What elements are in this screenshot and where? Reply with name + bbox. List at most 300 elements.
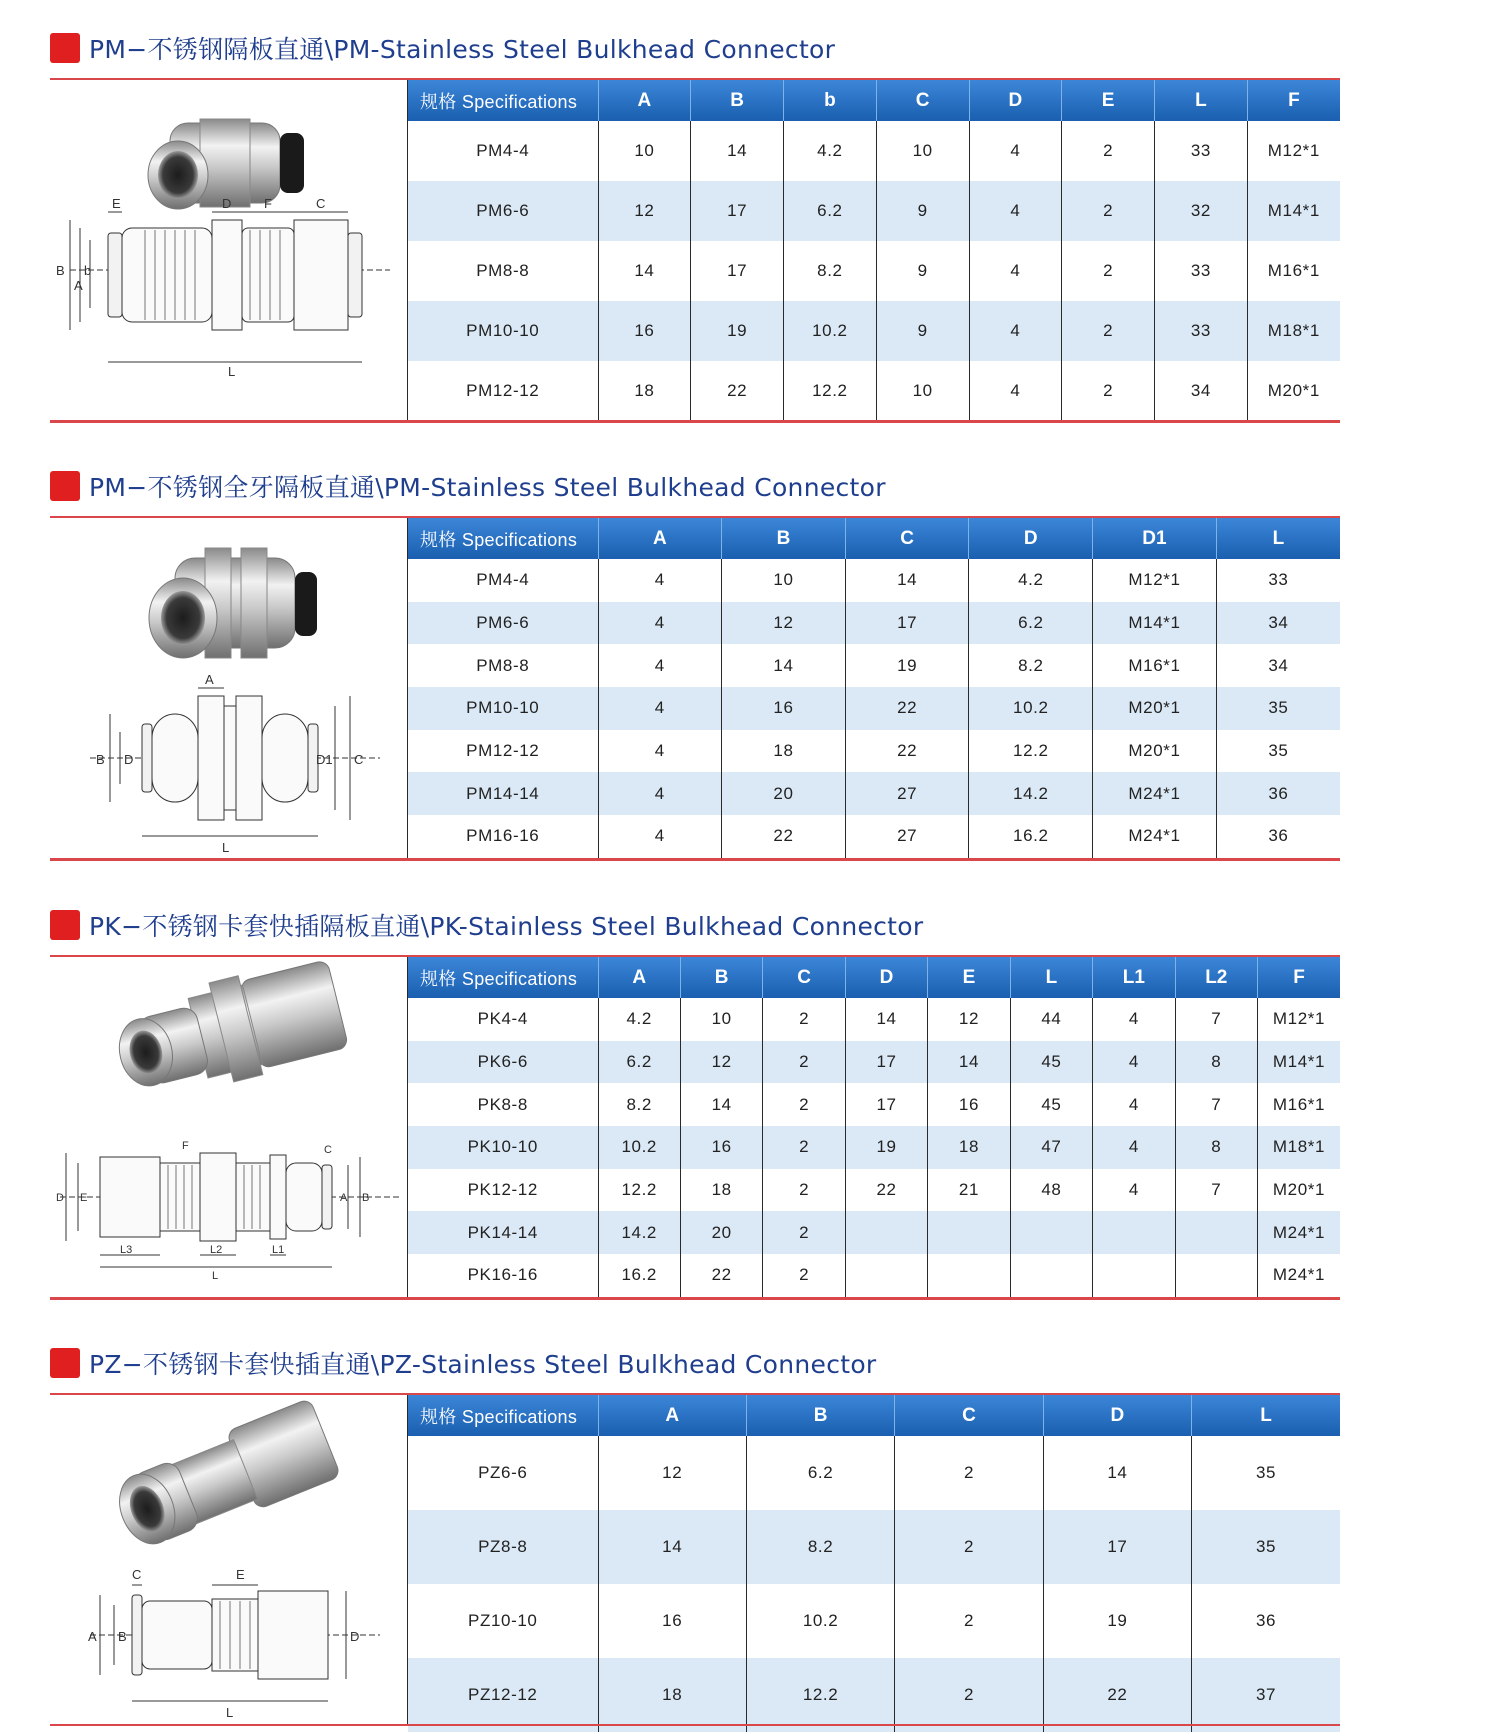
header-cell: C [763, 957, 845, 998]
spec-value-cell: 12.2 [598, 1169, 680, 1212]
technical-drawing [90, 1585, 380, 1701]
spec-value-cell: 10 [722, 559, 846, 602]
drawing-label: L [228, 364, 236, 379]
header-cell: A [598, 518, 722, 559]
spec-value-cell [1175, 1211, 1257, 1254]
spec-value-cell: 22 [691, 361, 784, 421]
spec-value-cell: 2 [1062, 241, 1155, 301]
header-cell: A [598, 957, 680, 998]
header-cell: D1 [1093, 518, 1217, 559]
drawing-label: L [212, 1270, 219, 1282]
spec-value-cell: 6.2 [598, 1041, 680, 1084]
spec-model-cell: PM16-16 [466, 826, 540, 846]
spec-table [408, 1395, 1340, 1732]
spec-value-cell: 4 [598, 559, 722, 602]
spec-value-cell: 36 [1216, 772, 1340, 815]
header-cell: D [969, 518, 1093, 559]
table-row [408, 181, 1340, 241]
spec-value-cell: 14 [1043, 1436, 1191, 1510]
spec-value-cell: 4.2 [969, 559, 1093, 602]
spec-value-cell: 4 [1093, 1041, 1175, 1084]
spec-value-cell: 37 [1192, 1658, 1340, 1732]
spec-value-cell: M24*1 [1093, 772, 1217, 815]
spec-value-cell: 7 [1175, 998, 1257, 1041]
header-cell: 规格 Specifications [408, 80, 598, 121]
table-row [408, 687, 1340, 730]
table-row [408, 1658, 1340, 1732]
table-body [408, 998, 1340, 1297]
spec-value-cell: 45 [1010, 1083, 1092, 1126]
product-image-area [50, 1395, 407, 1725]
header-cell: 规格 Specifications [408, 957, 598, 998]
spec-value-cell: 17 [691, 241, 784, 301]
drawing-label: F [182, 1140, 189, 1152]
spec-value-cell: 16 [928, 1083, 1010, 1126]
spec-value-cell: 4 [598, 730, 722, 773]
spec-value-cell: 14 [928, 1041, 1010, 1084]
technical-drawing [70, 212, 390, 362]
section-title: PM−不锈钢全牙隔板直通\PM-Stainless Steel Bulkhead Connector [89, 473, 886, 502]
header-cell: L [1155, 80, 1248, 121]
drawing-label: C [354, 752, 364, 767]
spec-value-cell: 19 [691, 301, 784, 361]
spec-value-cell: M14*1 [1258, 1041, 1341, 1084]
section-title: PZ−不锈钢卡套快插直通\PZ-Stainless Steel Bulkhead Connector [89, 1350, 877, 1379]
bottom-rule [50, 1297, 1340, 1300]
spec-table [408, 80, 1340, 421]
spec-value-cell: 33 [1155, 121, 1248, 181]
spec-value-cell: 10.2 [598, 1126, 680, 1169]
spec-value-cell: 8.2 [784, 241, 877, 301]
spec-value-cell [845, 1254, 927, 1297]
drawing-label: C [324, 1144, 332, 1156]
spec-model-cell: PM10-10 [408, 687, 598, 730]
spec-value-cell: 10 [876, 121, 969, 181]
spec-value-cell: 2 [1062, 181, 1155, 241]
header-cell: A [598, 80, 691, 121]
spec-value-cell: 9 [876, 241, 969, 301]
spec-value-cell: 9 [876, 181, 969, 241]
spec-value-cell: 14.2 [598, 1211, 680, 1254]
drawing-label: L [222, 840, 230, 855]
spec-table [408, 957, 1340, 1297]
spec-value-cell: 36 [1216, 815, 1340, 858]
spec-value-cell: 20 [680, 1211, 762, 1254]
spec-value-cell: 12.2 [969, 730, 1093, 773]
section-pz-connector [50, 1343, 1340, 1726]
spec-model-cell: PZ12-12 [408, 1658, 598, 1732]
spec-value-cell: M20*1 [1258, 1169, 1341, 1212]
drawing-label: L1 [272, 1244, 285, 1256]
spec-value-cell: 4 [598, 687, 722, 730]
product-photo [50, 957, 407, 1297]
drawing-label: E [80, 1192, 88, 1204]
header-cell: D [1043, 1395, 1191, 1436]
spec-model-cell: PM12-12 [466, 741, 540, 761]
technical-drawing [90, 688, 380, 836]
spec-value-cell: 2 [763, 1126, 845, 1169]
table-body [408, 559, 1340, 858]
section-title: PM−不锈钢隔板直通\PM-Stainless Steel Bulkhead Connector [89, 35, 836, 64]
spec-model-cell: PM10-10 [408, 301, 598, 361]
table-row [408, 1211, 1340, 1254]
spec-value-cell: 18 [598, 1658, 746, 1732]
spec-value-cell: 8.2 [598, 1083, 680, 1126]
spec-value-cell [1093, 1211, 1175, 1254]
header-cell: C [895, 1395, 1043, 1436]
spec-value-cell: 27 [845, 815, 969, 858]
spec-value-cell: 4.2 [598, 998, 680, 1041]
spec-value-cell: 14 [845, 559, 969, 602]
spec-value-cell: 14 [691, 121, 784, 181]
spec-value-cell: M20*1 [1093, 730, 1217, 773]
spec-value-cell: M24*1 [1093, 815, 1217, 858]
spec-value-cell: 2 [895, 1658, 1043, 1732]
spec-value-cell: 2 [895, 1510, 1043, 1584]
spec-model-cell: PM4-4 [476, 570, 530, 590]
drawing-label: D [56, 1192, 64, 1204]
drawing-label: E [236, 1567, 245, 1582]
section-pm-full-thread-bulkhead [50, 466, 1340, 860]
drawing-label: B [96, 752, 105, 767]
header-cell: E [1062, 80, 1155, 121]
table-row [408, 241, 1340, 301]
spec-value-cell: 7 [1175, 1083, 1257, 1126]
spec-value-cell: 9 [876, 301, 969, 361]
spec-model-cell: PM14-14 [408, 772, 598, 815]
spec-value-cell: 16 [598, 301, 691, 361]
drawing-label: B [118, 1629, 127, 1644]
spec-value-cell: M20*1 [1093, 687, 1217, 730]
spec-value-cell: 2 [763, 1169, 845, 1212]
spec-value-cell: 22 [845, 730, 969, 773]
spec-value-cell: 4 [598, 772, 722, 815]
spec-value-cell: 17 [845, 1041, 927, 1084]
table-body [408, 1436, 1340, 1732]
table-body [408, 121, 1340, 421]
table-row [408, 602, 1340, 645]
spec-value-cell: 35 [1216, 687, 1340, 730]
spec-model-cell: PM6-6 [408, 602, 598, 645]
drawing-label: L [226, 1705, 234, 1720]
table-row [408, 998, 1340, 1041]
spec-value-cell: 48 [1010, 1169, 1092, 1212]
spec-value-cell: 6.2 [784, 181, 877, 241]
spec-model-cell: PM4-4 [476, 141, 530, 160]
spec-value-cell: 35 [1192, 1436, 1340, 1510]
header-cell: L [1192, 1395, 1340, 1436]
spec-value-cell: 33 [1155, 241, 1248, 301]
spec-value-cell: 34 [1155, 361, 1248, 421]
spec-value-cell [845, 1211, 927, 1254]
spec-value-cell: M12*1 [1093, 559, 1217, 602]
section-pm-bulkhead [50, 28, 1340, 422]
section-title-row [50, 1343, 877, 1383]
spec-value-cell: 2 [1062, 361, 1155, 421]
spec-value-cell: 14.2 [969, 772, 1093, 815]
spec-value-cell: 10 [680, 998, 762, 1041]
drawing-label: C [316, 196, 326, 211]
product-image-area [50, 80, 407, 420]
title-marker [50, 1348, 80, 1378]
spec-value-cell: 12 [680, 1041, 762, 1084]
spec-value-cell: 18 [722, 730, 846, 773]
header-cell: L [1216, 518, 1340, 559]
spec-value-cell: M14*1 [1247, 181, 1340, 241]
spec-value-cell: 14 [722, 644, 846, 687]
section-title-row [50, 466, 886, 506]
header-cell: 规格 Specifications [408, 518, 598, 559]
spec-value-cell [1010, 1211, 1092, 1254]
spec-value-cell: 8.2 [969, 644, 1093, 687]
spec-value-cell: 12 [598, 1436, 746, 1510]
drawing-label: A [340, 1192, 348, 1204]
spec-model-cell: PK8-8 [477, 1094, 528, 1114]
drawing-label: B [362, 1192, 370, 1204]
spec-model-cell: PK14-14 [408, 1211, 598, 1254]
spec-value-cell: 18 [680, 1169, 762, 1212]
spec-model-cell: PM8-8 [476, 655, 530, 675]
spec-value-cell: M16*1 [1093, 644, 1217, 687]
spec-value-cell: 47 [1010, 1126, 1092, 1169]
spec-value-cell: 10.2 [969, 687, 1093, 730]
header-cell: C [876, 80, 969, 121]
spec-value-cell: 19 [845, 1126, 927, 1169]
technical-drawing [60, 1153, 400, 1267]
spec-model-cell: PK16-16 [467, 1265, 538, 1285]
title-marker [50, 33, 80, 63]
bottom-rule [50, 420, 1340, 423]
header-cell: C [845, 518, 969, 559]
header-cell: B [691, 80, 784, 121]
spec-value-cell: 16 [722, 687, 846, 730]
spec-value-cell: 14 [598, 1510, 746, 1584]
drawing-label: A [74, 278, 83, 293]
spec-value-cell: 44 [1010, 998, 1092, 1041]
product-image-area [50, 957, 407, 1297]
table-row [408, 644, 1340, 687]
spec-value-cell: 4 [1093, 1083, 1175, 1126]
spec-value-cell: 8.2 [746, 1510, 894, 1584]
spec-value-cell: 14 [845, 998, 927, 1041]
spec-value-cell: 8 [1175, 1126, 1257, 1169]
drawing-label: D [350, 1629, 360, 1644]
spec-value-cell: 22 [845, 1169, 927, 1212]
drawing-label: B [56, 263, 65, 278]
header-cell: b [784, 80, 877, 121]
spec-value-cell: 10.2 [784, 301, 877, 361]
drawing-label: D [222, 196, 232, 211]
table-row [408, 1436, 1340, 1510]
spec-value-cell: M12*1 [1247, 121, 1340, 181]
spec-value-cell: M16*1 [1247, 241, 1340, 301]
spec-value-cell: M14*1 [1093, 602, 1217, 645]
spec-value-cell: 12.2 [746, 1658, 894, 1732]
drawing-label: A [88, 1629, 97, 1644]
spec-value-cell: 22 [1043, 1658, 1191, 1732]
spec-value-cell: 32 [1155, 181, 1248, 241]
product-photo [50, 80, 407, 420]
header-cell: D [845, 957, 927, 998]
spec-value-cell [928, 1254, 1010, 1297]
spec-value-cell: 6.2 [746, 1436, 894, 1510]
spec-value-cell: 4 [1093, 1126, 1175, 1169]
spec-value-cell [1175, 1254, 1257, 1297]
spec-value-cell: 19 [1043, 1584, 1191, 1658]
spec-value-cell: 4.2 [784, 121, 877, 181]
table-row [408, 1584, 1340, 1658]
spec-model-cell: PK6-6 [408, 1041, 598, 1084]
spec-value-cell: 8 [1175, 1041, 1257, 1084]
spec-value-cell: 16 [598, 1584, 746, 1658]
header-cell: L [1010, 957, 1092, 998]
table-row [408, 1126, 1340, 1169]
table-row [408, 1169, 1340, 1212]
spec-value-cell: 45 [1010, 1041, 1092, 1084]
spec-value-cell: 4 [1093, 1169, 1175, 1212]
spec-value-cell: 14 [598, 241, 691, 301]
header-cell: D [969, 80, 1062, 121]
spec-value-cell: 2 [1062, 301, 1155, 361]
header-cell: L1 [1093, 957, 1175, 998]
spec-model-cell: PM12-12 [466, 381, 540, 400]
drawing-label: D1 [316, 752, 333, 767]
table-row [408, 815, 1340, 858]
spec-value-cell: 14 [680, 1083, 762, 1126]
table-row [408, 121, 1340, 181]
spec-value-cell: 2 [763, 1041, 845, 1084]
spec-value-cell [1093, 1254, 1175, 1297]
spec-value-cell [928, 1211, 1010, 1254]
spec-model-cell: PM8-8 [476, 261, 530, 280]
spec-value-cell: 2 [763, 998, 845, 1041]
spec-value-cell: M20*1 [1247, 361, 1340, 421]
title-marker [50, 471, 80, 501]
header-cell: B [746, 1395, 894, 1436]
spec-model-cell: PK4-4 [477, 1009, 528, 1029]
spec-model-cell: PZ10-10 [468, 1611, 538, 1630]
spec-model-cell: PK12-12 [467, 1180, 538, 1200]
drawing-label: L2 [210, 1244, 223, 1256]
spec-value-cell: 2 [895, 1436, 1043, 1510]
spec-value-cell: 2 [763, 1083, 845, 1126]
spec-value-cell: M24*1 [1258, 1254, 1341, 1297]
header-cell: F [1247, 80, 1340, 121]
spec-value-cell: 33 [1155, 301, 1248, 361]
spec-value-cell: 2 [895, 1584, 1043, 1658]
table-row [408, 361, 1340, 421]
spec-value-cell: 17 [845, 602, 969, 645]
spec-value-cell: 10 [598, 121, 691, 181]
spec-model-cell: PM6-6 [408, 181, 598, 241]
section-pk-bulkhead [50, 905, 1340, 1299]
spec-value-cell: 22 [845, 687, 969, 730]
header-cell: B [680, 957, 762, 998]
spec-value-cell: 20 [722, 772, 846, 815]
bottom-rule [50, 858, 1340, 861]
spec-value-cell: 4 [598, 602, 722, 645]
title-marker [50, 910, 80, 940]
spec-value-cell: 2 [763, 1254, 845, 1297]
table-row [408, 559, 1340, 602]
product-photo [50, 518, 407, 858]
spec-model-cell: PK10-10 [408, 1126, 598, 1169]
spec-value-cell: 16.2 [969, 815, 1093, 858]
drawing-label: D [124, 752, 134, 767]
drawing-label: C [132, 1567, 142, 1582]
spec-value-cell: 2 [763, 1211, 845, 1254]
spec-value-cell: 18 [598, 361, 691, 421]
spec-value-cell: M18*1 [1258, 1126, 1341, 1169]
spec-value-cell: 27 [845, 772, 969, 815]
spec-value-cell: 34 [1216, 602, 1340, 645]
spec-value-cell: M16*1 [1258, 1083, 1341, 1126]
spec-value-cell: 16 [680, 1126, 762, 1169]
product-photo [50, 1395, 407, 1725]
spec-value-cell: M18*1 [1247, 301, 1340, 361]
spec-value-cell: 35 [1216, 730, 1340, 773]
drawing-label: L3 [120, 1244, 133, 1256]
table-row [408, 730, 1340, 773]
spec-value-cell: 12 [928, 998, 1010, 1041]
spec-value-cell: 6.2 [969, 602, 1093, 645]
spec-value-cell: 4 [969, 121, 1062, 181]
spec-value-cell: 35 [1192, 1510, 1340, 1584]
spec-value-cell: 17 [1043, 1510, 1191, 1584]
spec-value-cell: 16.2 [598, 1254, 680, 1297]
table-row [408, 1510, 1340, 1584]
spec-value-cell: 4 [969, 181, 1062, 241]
spec-value-cell: 4 [598, 815, 722, 858]
spec-value-cell: 22 [722, 815, 846, 858]
product-image-area [50, 518, 407, 858]
table-row [408, 301, 1340, 361]
spec-value-cell: 17 [845, 1083, 927, 1126]
spec-value-cell: 2 [1062, 121, 1155, 181]
drawing-label: F [264, 196, 272, 211]
spec-value-cell: 10 [876, 361, 969, 421]
spec-value-cell: M24*1 [1258, 1211, 1341, 1254]
spec-value-cell: 7 [1175, 1169, 1257, 1212]
header-cell: A [598, 1395, 746, 1436]
header-cell: F [1258, 957, 1341, 998]
spec-model-cell: PZ6-6 [478, 1463, 528, 1482]
spec-model-cell: PZ8-8 [408, 1510, 598, 1584]
table-row [408, 1254, 1340, 1297]
section-title-row [50, 28, 835, 68]
spec-value-cell: 4 [598, 644, 722, 687]
drawing-label: A [205, 672, 214, 687]
spec-value-cell: 19 [845, 644, 969, 687]
spec-value-cell: 12 [598, 181, 691, 241]
drawing-label: E [112, 196, 121, 211]
drawing-label: b [84, 263, 92, 278]
spec-value-cell: 10.2 [746, 1584, 894, 1658]
spec-value-cell: M12*1 [1258, 998, 1341, 1041]
spec-value-cell [1010, 1254, 1092, 1297]
spec-value-cell: 12.2 [784, 361, 877, 421]
table-row [408, 1083, 1340, 1126]
spec-value-cell: 22 [680, 1254, 762, 1297]
spec-value-cell: 17 [691, 181, 784, 241]
spec-table [408, 518, 1340, 858]
header-cell: L2 [1175, 957, 1257, 998]
header-cell: E [928, 957, 1010, 998]
spec-value-cell: 4 [969, 241, 1062, 301]
spec-value-cell: 4 [1093, 998, 1175, 1041]
table-row [408, 1041, 1340, 1084]
spec-value-cell: 36 [1192, 1584, 1340, 1658]
